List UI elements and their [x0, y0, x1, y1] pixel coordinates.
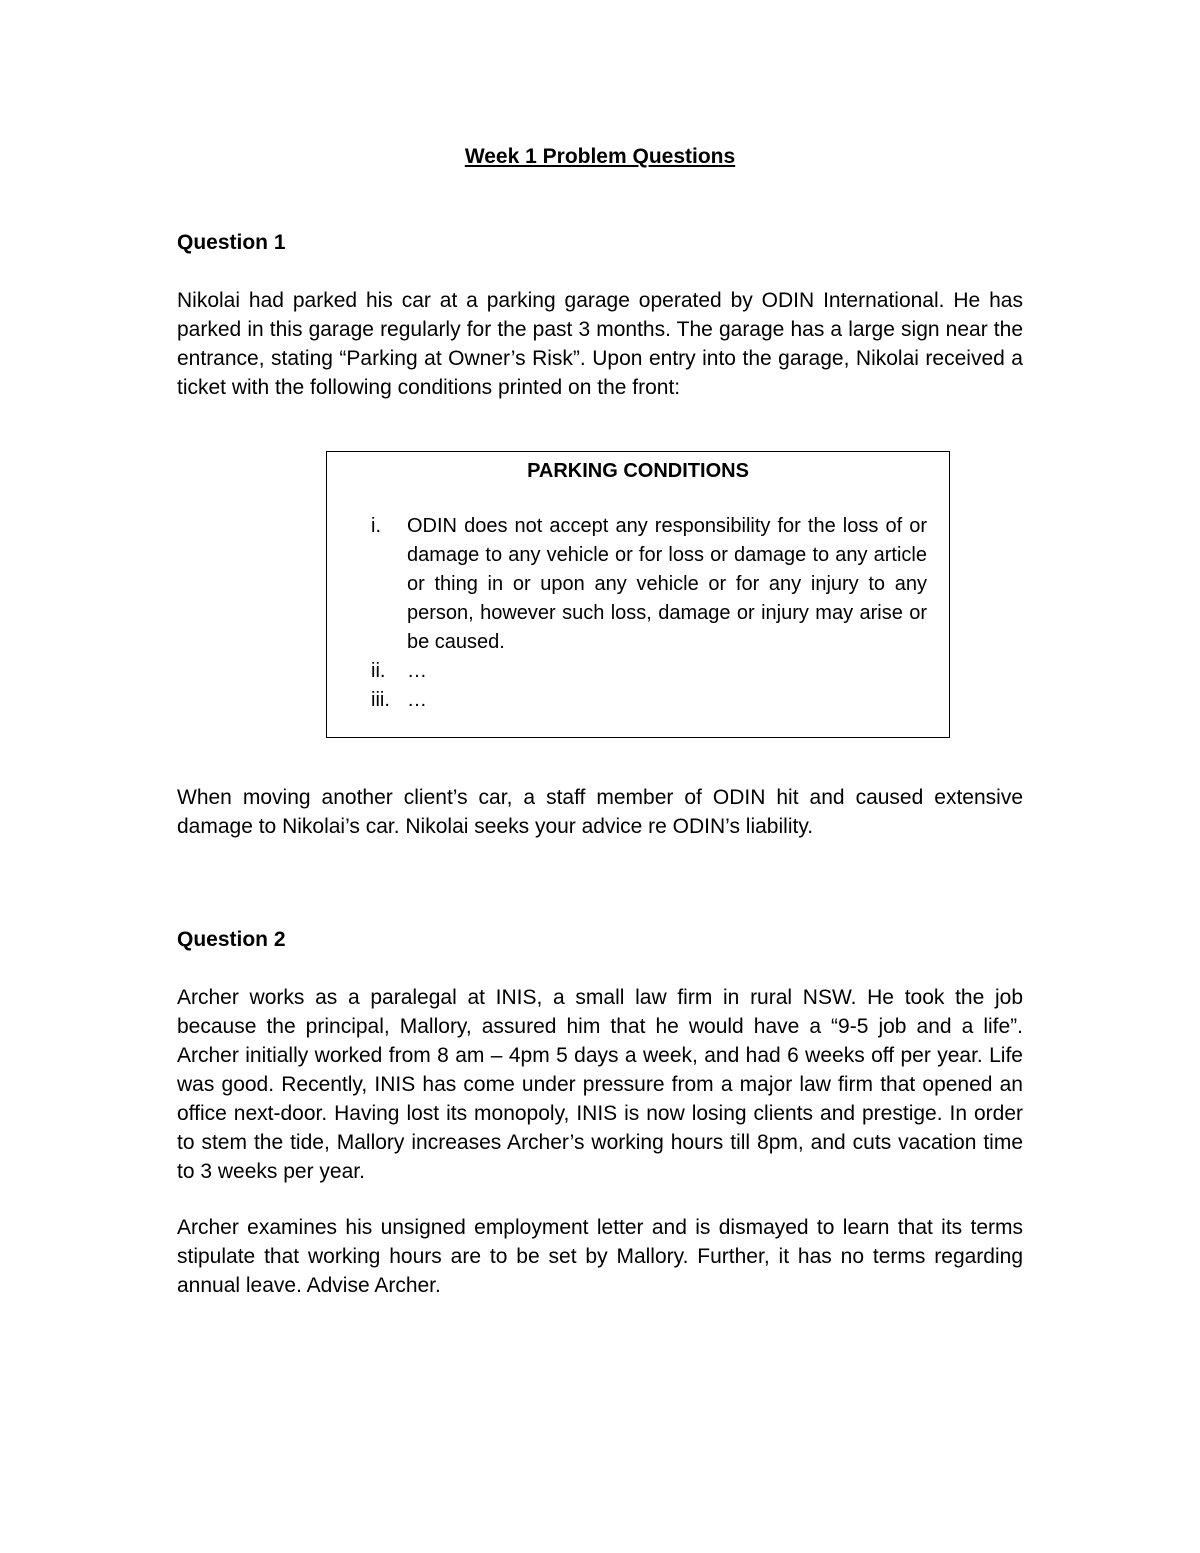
condition-number: i. [371, 515, 381, 537]
parking-conditions-title: PARKING CONDITIONS [527, 460, 749, 482]
question-1-heading: Question 1 [177, 231, 286, 254]
condition-text: … [407, 689, 427, 711]
question-2-paragraph-1: Archer works as a paralegal at INIS, a small law firm in rural NSW. He took the job because the principal, Mallory, assured him that he would have a “9-5 job and a life”. Archer initially worked from 8 am – 4pm 5 days a week, and had 6 weeks off per year. Life was good. Recently, INIS has come under pressure from a major law firm that opened an office next-door. Having lost its monopoly, INIS is now losing clients and prestige. In order to stem the tide, Mallory increases Archer’s working hours till 8pm, and cuts vacation time to 3 weeks per year. [177, 986, 1023, 1183]
condition-number: ii. [371, 660, 386, 682]
parking-conditions-box [326, 451, 950, 738]
condition-number: iii. [371, 689, 390, 711]
question-2-paragraph-2: Archer examines his unsigned employment letter and is dismayed to learn that its terms stipulate that working hours are to be set by Mallory. Further, it has no terms regarding annual leave. Advise Archer. [177, 1216, 1023, 1297]
condition-item [371, 657, 927, 686]
question-1-closing: When moving another client’s car, a staff member of ODIN hit and caused extensive damage to Nikolai’s car. Nikolai seeks your advice re ODIN’s liability. [177, 786, 1023, 838]
condition-item [371, 512, 927, 657]
condition-text: ODIN does not accept any responsibility for the loss of or damage to any vehicle or for loss or damage to any article or thing in or upon any vehicle or for any injury to any person, however such loss, damage or injury may arise or be caused. [407, 515, 927, 653]
parking-conditions-list [371, 512, 927, 715]
question-2-heading: Question 2 [177, 928, 286, 951]
condition-text: … [407, 660, 427, 682]
document-title: Week 1 Problem Questions [464, 145, 736, 168]
question-1-intro: Nikolai had parked his car at a parking garage operated by ODIN International. He has parked in this garage regularly for the past 3 months. The garage has a large sign near the entrance, stating “Parking at Owner’s Risk”. Upon entry into the garage, Nikolai received a ticket with the following conditions printed on the front: [177, 289, 1023, 399]
condition-item [371, 686, 927, 715]
